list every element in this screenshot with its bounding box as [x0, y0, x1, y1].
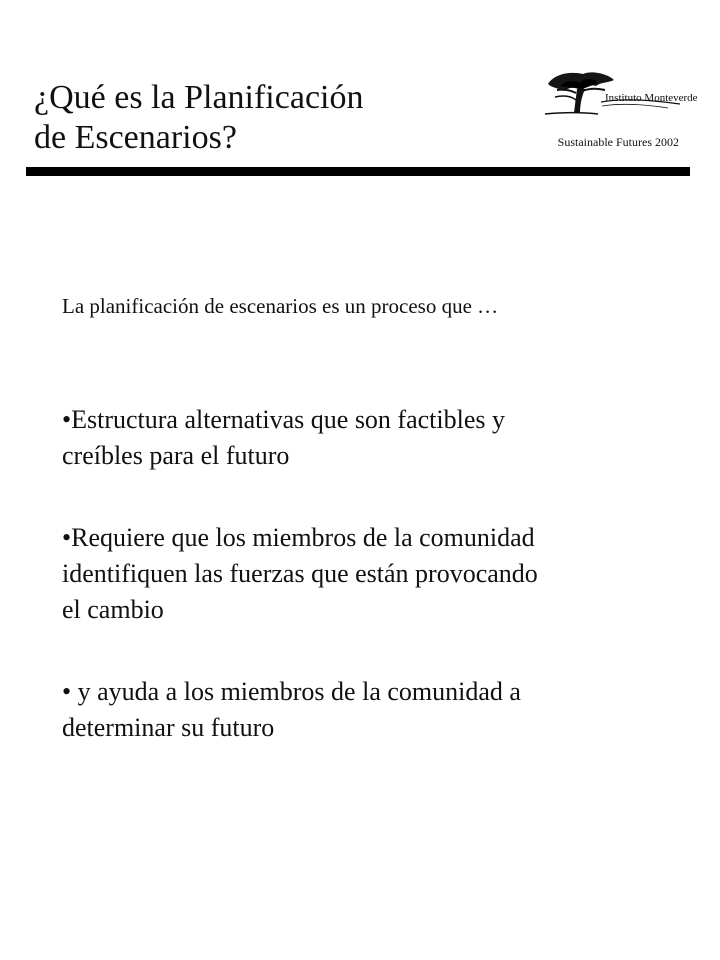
bullet-line: identifiquen las fuerzas que están provocando [62, 559, 538, 588]
institute-logo [540, 66, 698, 126]
bullet-line: creíbles para el futuro [62, 441, 290, 470]
slide-title-line-1: ¿Qué es la Planificación [34, 79, 364, 116]
intro-text: La planificación de escenarios es un proceso que … [62, 294, 499, 318]
slide-title [34, 78, 454, 158]
bullet-item [62, 674, 692, 746]
logo-label: Instituto Monteverde [605, 92, 698, 104]
title-rule [26, 167, 690, 176]
bullet-list [62, 402, 692, 792]
slide-title-line-2: de Escenarios? [34, 119, 237, 156]
bullet-line: •Requiere que los miembros de la comunidad [62, 523, 535, 552]
bullet-line: •Estructura alternativas que son factibles y [62, 405, 506, 434]
bullet-line: • y ayuda a los miembros de la comunidad a [62, 677, 521, 706]
bullet-line: determinar su futuro [62, 713, 275, 742]
bullet-item [62, 402, 692, 474]
bullet-line: el cambio [62, 595, 164, 624]
slide-tagline: Sustainable Futures 2002 [557, 135, 679, 149]
bullet-item [62, 520, 692, 628]
